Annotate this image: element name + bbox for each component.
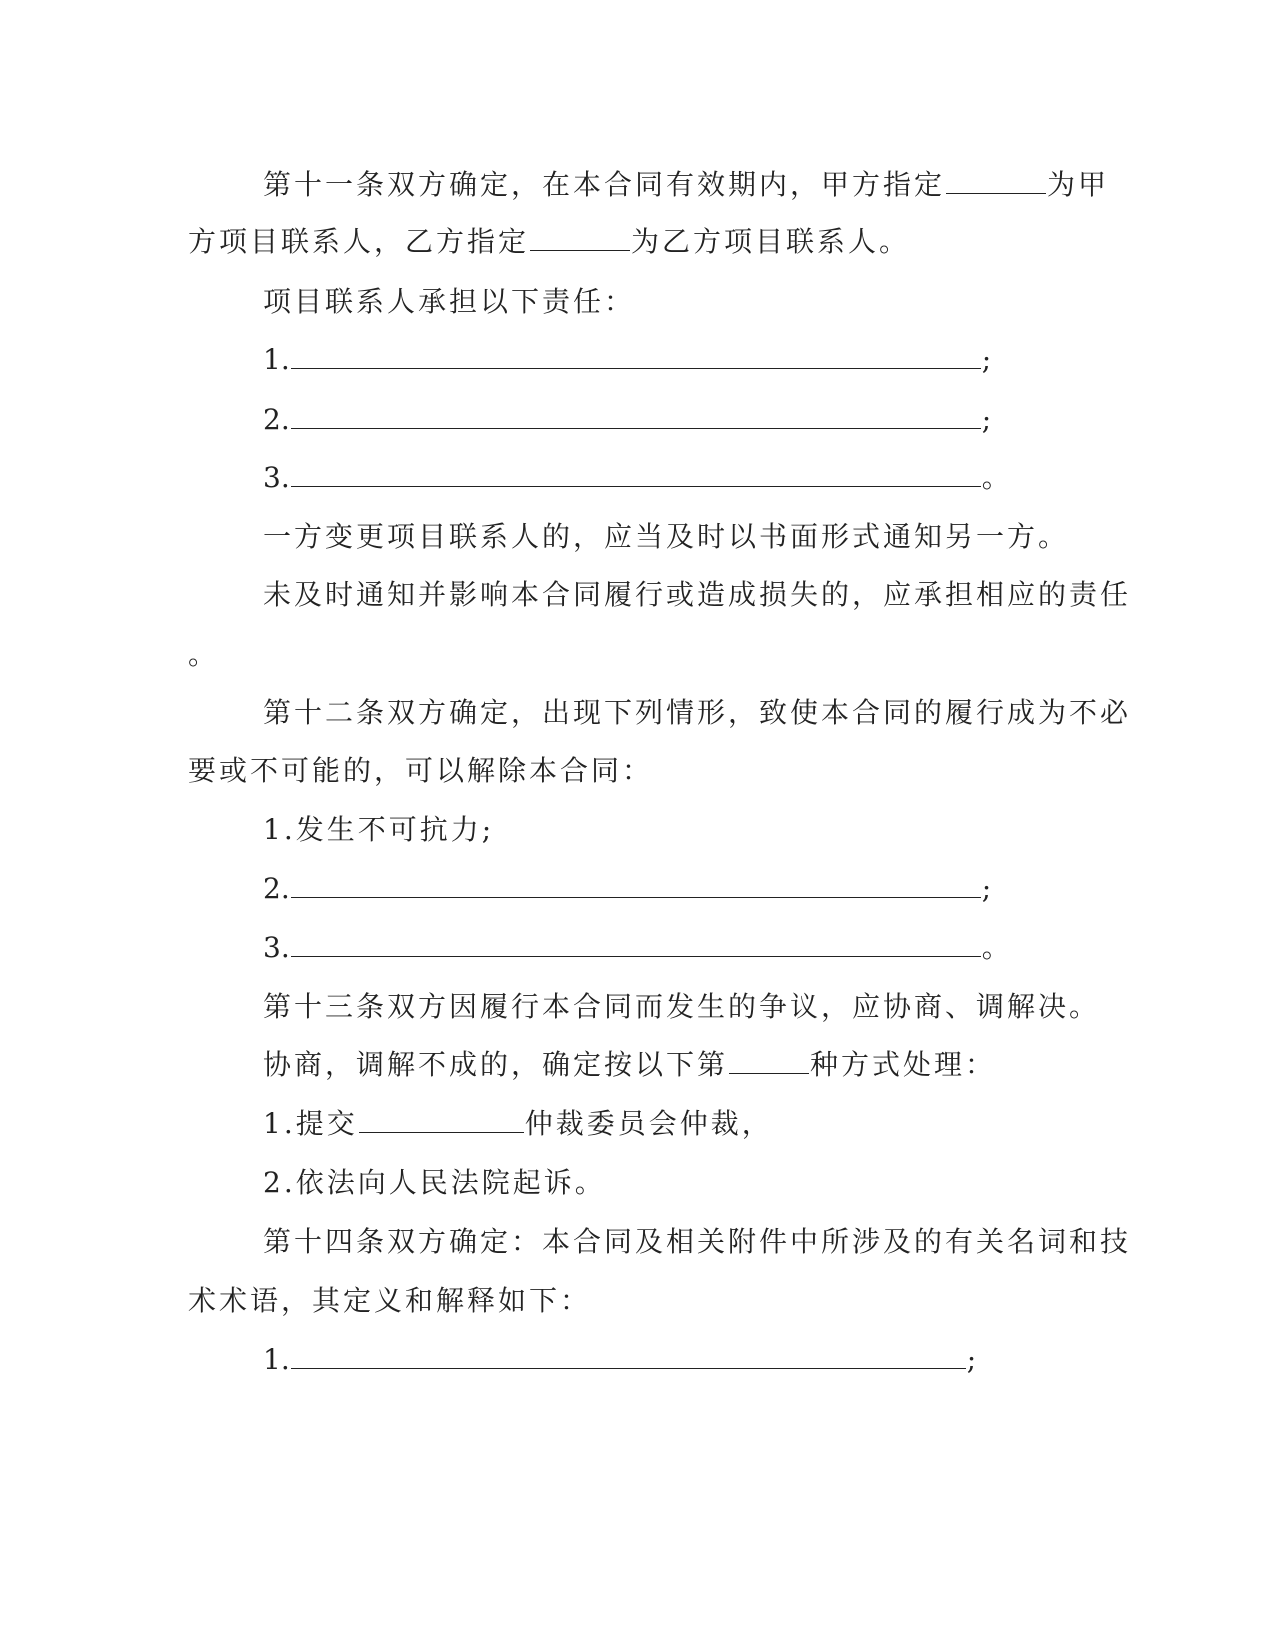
text-segment: 。 [981, 931, 1013, 964]
item-number: 3. [263, 461, 290, 494]
text-segment: ; [981, 343, 995, 376]
text-segment: 为甲 [1047, 168, 1110, 201]
responsibility-item-3 [263, 460, 1013, 496]
clause-11-line-1 [263, 167, 1109, 203]
text-segment: 。 [981, 461, 1013, 494]
responsibility-heading: 项目联系人承担以下责任： [263, 285, 636, 318]
termination-item-2 [263, 871, 994, 907]
clause-13-line-1: 第十三条双方因履行本合同而发生的争议，应协商、调解决。 [263, 990, 1101, 1023]
text-segment: ; [966, 1343, 980, 1376]
clause-14-line-2: 术术语，其定义和解释如下： [188, 1284, 592, 1317]
text-segment: 1.提交 [263, 1107, 358, 1140]
clause-14-line-1: 第十四条双方确定：本合同及相关附件中所涉及的有关名词和技 [263, 1225, 1132, 1258]
text-segment: 协商，调解不成的，确定按以下第 [263, 1048, 729, 1081]
item-number: 2. [263, 403, 290, 436]
text-segment: 种方式处理： [810, 1048, 997, 1081]
liability-notice-end: 。 [188, 638, 220, 671]
dispute-option-1 [263, 1106, 773, 1142]
definition-item-1 [263, 1342, 979, 1378]
text-segment: ; [981, 872, 995, 905]
responsibility-item-2 [263, 402, 994, 438]
blank-field [729, 1047, 809, 1074]
blank-field [291, 460, 981, 487]
item-number: 3. [263, 931, 290, 964]
termination-item-3 [263, 930, 1013, 966]
text-segment: 为乙方项目联系人。 [631, 225, 911, 258]
item-number: 1. [263, 1343, 290, 1376]
liability-notice: 未及时通知并影响本合同履行或造成损失的，应承担相应的责任 [263, 578, 1132, 611]
clause-12-line-2: 要或不可能的，可以解除本合同： [188, 754, 654, 787]
blank-field [291, 871, 981, 898]
blank-field [359, 1106, 524, 1133]
contact-change-notice: 一方变更项目联系人的，应当及时以书面形式通知另一方。 [263, 520, 1070, 553]
item-number: 2. [263, 872, 290, 905]
dispute-option-2: 2.依法向人民法院起诉。 [263, 1166, 606, 1199]
blank-field [291, 930, 981, 957]
blank-field [291, 402, 981, 429]
item-number: 1. [263, 343, 290, 376]
clause-11-line-2 [188, 224, 910, 260]
blank-field [291, 1342, 966, 1369]
text-segment: 仲裁委员会仲裁， [524, 1107, 773, 1140]
blank-field [530, 224, 630, 251]
text-segment: 方项目联系人，乙方指定 [188, 225, 530, 258]
text-segment: ; [981, 403, 995, 436]
text-segment: 第十一条双方确定，在本合同有效期内，甲方指定 [263, 168, 946, 201]
clause-13-line-2 [263, 1047, 996, 1083]
clause-12-line-1: 第十二条双方确定，出现下列情形，致使本合同的履行成为不必 [263, 696, 1132, 729]
blank-field [291, 342, 981, 369]
blank-field [946, 167, 1046, 194]
responsibility-item-1 [263, 342, 994, 378]
termination-item-1: 1.发生不可抗力; [263, 813, 495, 846]
